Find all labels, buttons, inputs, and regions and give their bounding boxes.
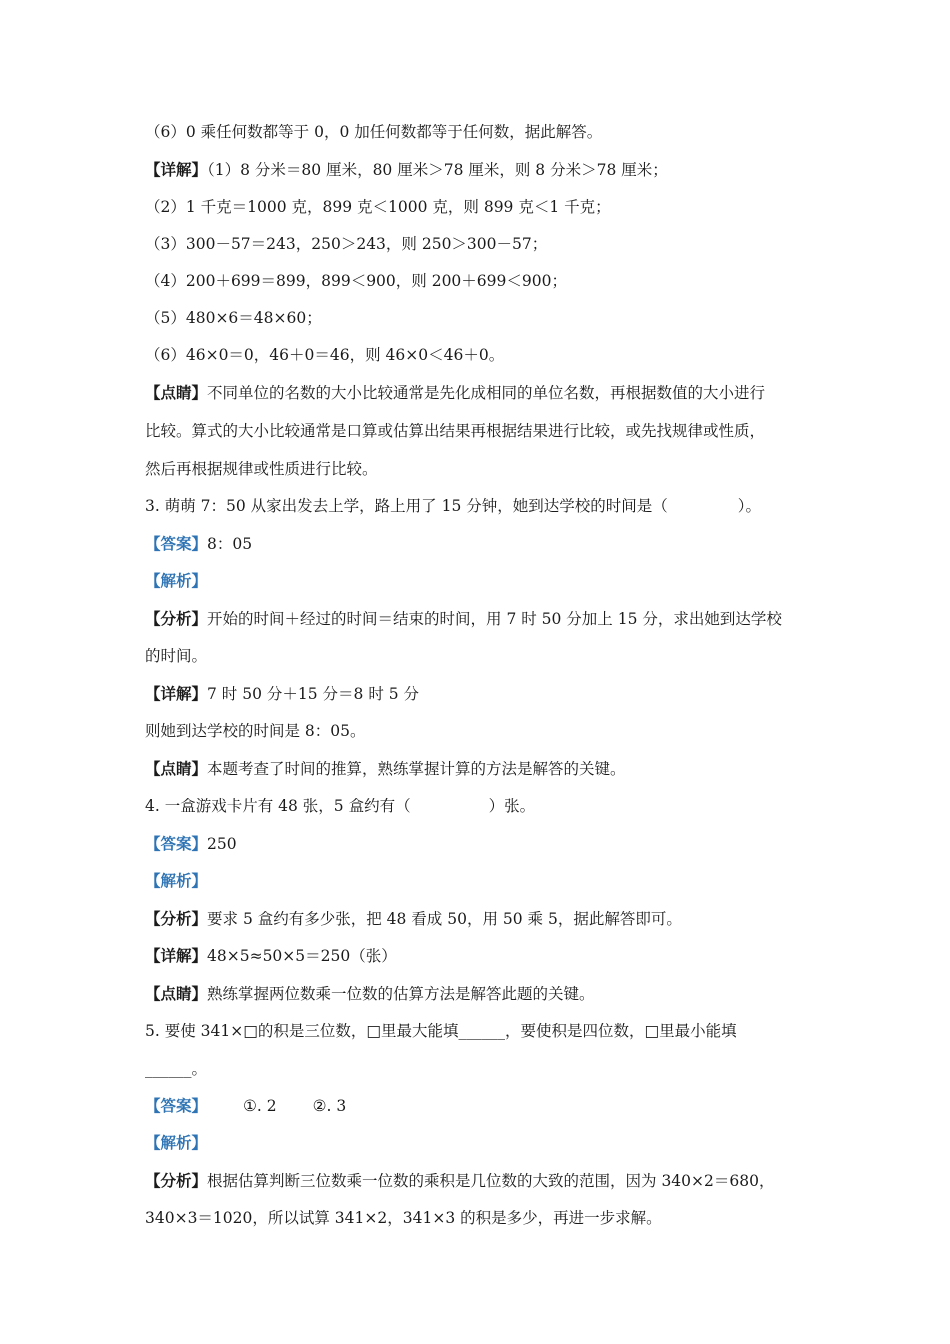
text-span: 7 时 50 分＋15 分＝8 时 5 分 xyxy=(207,685,420,703)
analysis-heading xyxy=(145,570,207,592)
question-text: ）。 xyxy=(737,497,761,515)
text-span: 然后再根据规律或性质进行比较。 xyxy=(145,460,378,478)
text-span: 开始的时间＋经过的时间＝结束的时间，用 7 时 50 分加上 15 分，求出她到达学校 xyxy=(207,610,782,628)
text-line xyxy=(145,344,504,366)
text-line xyxy=(145,758,626,780)
detail-tag: 【详解】 xyxy=(145,684,208,703)
text-span: （6）0 乘任何数都等于 0，0 加任何数都等于任何数，据此解答。 xyxy=(145,123,603,141)
text-line xyxy=(145,945,397,967)
answer-value: 250 xyxy=(207,835,237,853)
text-line xyxy=(145,270,567,292)
analysis-sub-tag: 【分析】 xyxy=(145,609,208,628)
text-span: 本题考查了时间的推算，熟练掌握计算的方法是解答的关键。 xyxy=(207,760,626,778)
text-line xyxy=(145,196,611,218)
answer-line xyxy=(145,833,237,855)
text-span: 根据估算判断三位数乘一位数的乘积是几位数的大致的范围，因为 340×2＝680， xyxy=(207,1172,775,1190)
analysis-sub-tag: 【分析】 xyxy=(145,909,208,928)
text-span: 要求 5 盒约有多少张，把 48 看成 50，用 50 乘 5，据此解答即可。 xyxy=(207,910,682,928)
text-line xyxy=(145,382,765,404)
text-span: 熟练掌握两位数乘一位数的估算方法是解答此题的关键。 xyxy=(207,985,595,1003)
text-line xyxy=(145,458,378,480)
question-text: 5. 要使 341×□的积是三位数，□里最大能填______，要使积是四位数，□里最小能填 xyxy=(145,1022,737,1040)
answer-tag: 【答案】 xyxy=(145,1096,208,1115)
text-span: （6）46×0＝0，46＋0＝46，则 46×0＜46＋0。 xyxy=(145,346,505,364)
question-3 xyxy=(145,495,761,517)
question-text: ）张。 xyxy=(488,797,536,815)
text-line xyxy=(145,608,782,630)
key-point-tag: 【点睛】 xyxy=(145,759,208,778)
text-line xyxy=(145,983,595,1005)
key-point-tag: 【点睛】 xyxy=(145,984,208,1003)
text-line xyxy=(145,683,419,705)
text-line xyxy=(145,908,682,930)
key-point-tag: 【点睛】 xyxy=(145,383,208,402)
text-line xyxy=(145,420,765,442)
text-line xyxy=(145,233,547,255)
text-line xyxy=(145,307,322,329)
answer-line xyxy=(145,533,252,555)
text-span: 则她到达学校的时间是 8：05。 xyxy=(145,722,366,740)
text-span: （1）8 分米＝80 厘米，80 厘米＞78 厘米，则 8 分米＞78 厘米； xyxy=(207,161,668,179)
text-line xyxy=(145,720,366,742)
answer-value-1: ①. 2 xyxy=(243,1097,277,1115)
text-span: 不同单位的名数的大小比较通常是先化成相同的单位名数，再根据数值的大小进行 xyxy=(207,384,766,402)
question-text: 3. 萌萌 7：50 从家出发去上学，路上用了 15 分钟，她到达学校的时间是（ xyxy=(145,497,668,515)
detail-tag: 【详解】 xyxy=(145,160,208,179)
analysis-heading xyxy=(145,1132,207,1154)
question-5-cont xyxy=(145,1058,207,1080)
text-line xyxy=(145,645,207,667)
text-span: （3）300－57＝243，250＞243，则 250＞300－57； xyxy=(145,235,548,253)
question-5 xyxy=(145,1020,737,1042)
question-4 xyxy=(145,795,535,817)
text-span: 340×3＝1020，所以试算 341×2，341×3 的积是多少，再进一步求解。 xyxy=(145,1209,662,1227)
analysis-heading xyxy=(145,870,207,892)
answer-tag: 【答案】 xyxy=(145,534,208,553)
analysis-sub-tag: 【分析】 xyxy=(145,1171,208,1190)
text-span: （2）1 千克＝1000 克，899 克＜1000 克，则 899 克＜1 千克； xyxy=(145,198,611,216)
answer-line xyxy=(145,1095,346,1117)
text-line xyxy=(145,1207,662,1229)
text-line xyxy=(145,159,668,181)
text-span: 比较。算式的大小比较通常是口算或估算出结果再根据结果进行比较，或先找规律或性质， xyxy=(145,422,766,440)
text-span: （5）480×6＝48×60； xyxy=(145,309,322,327)
question-text: 4. 一盒游戏卡片有 48 张，5 盒约有（ xyxy=(145,797,411,815)
question-text: ______。 xyxy=(145,1060,208,1078)
analysis-tag: 【解析】 xyxy=(145,1133,208,1152)
text-span: （4）200＋699＝899，899＜900，则 200＋699＜900； xyxy=(145,272,567,290)
answer-value-2: ②. 3 xyxy=(312,1097,347,1115)
detail-tag: 【详解】 xyxy=(145,946,208,965)
text-span: 48×5≈50×5＝250（张） xyxy=(207,947,397,965)
text-span: 的时间。 xyxy=(145,647,208,665)
answer-value: 8：05 xyxy=(207,535,253,553)
analysis-tag: 【解析】 xyxy=(145,871,208,890)
text-line xyxy=(145,121,602,143)
answer-tag: 【答案】 xyxy=(145,834,208,853)
analysis-tag: 【解析】 xyxy=(145,571,208,590)
text-line xyxy=(145,1170,774,1192)
